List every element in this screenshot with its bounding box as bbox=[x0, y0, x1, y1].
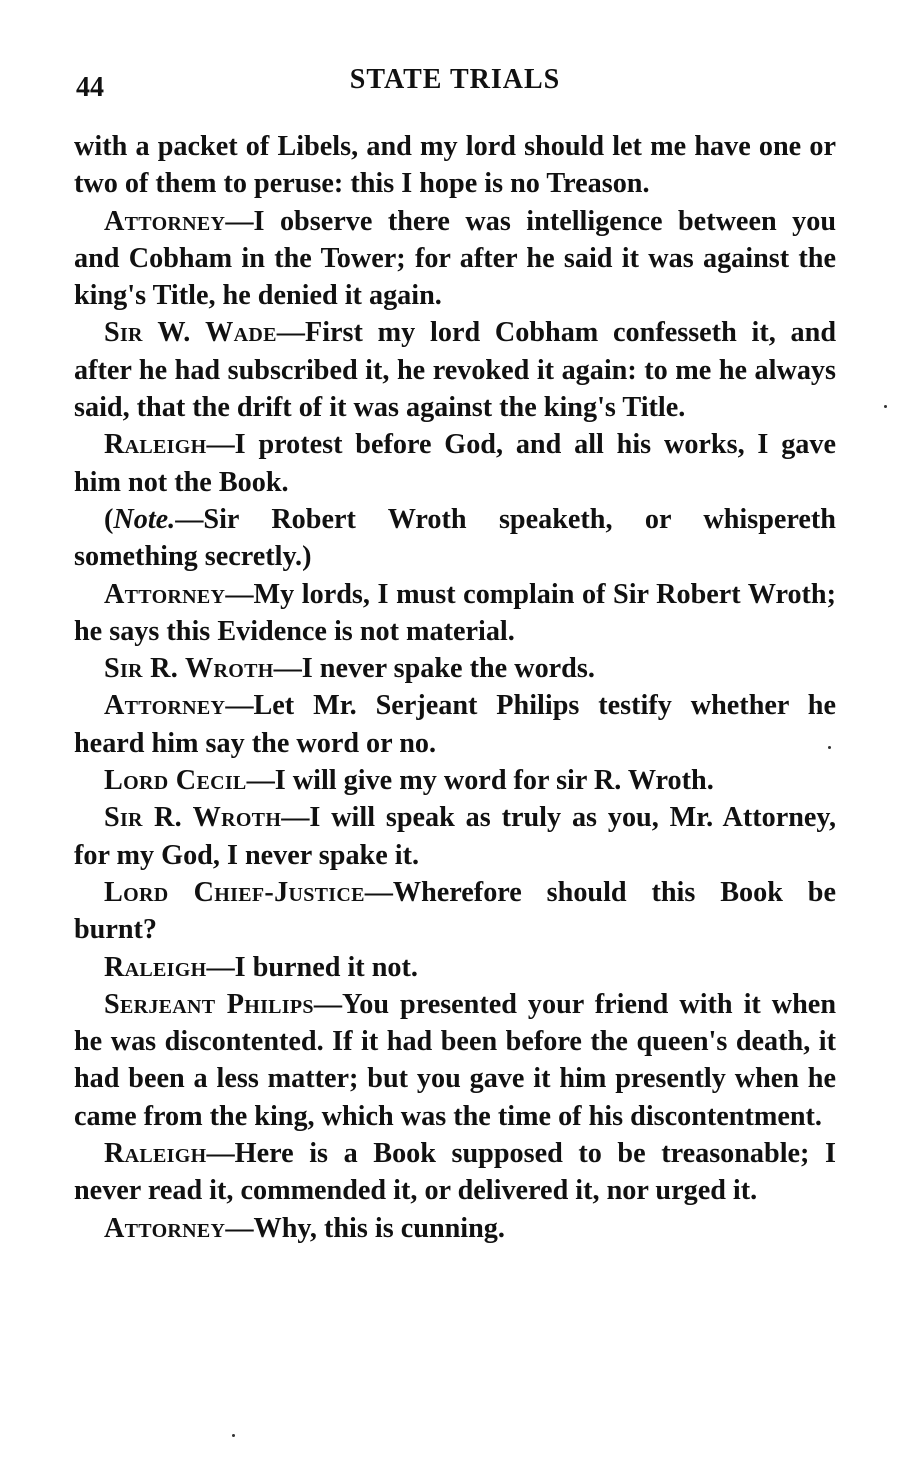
scan-speck bbox=[232, 1434, 235, 1437]
paragraph-text: —I will speak as truly as you, Mr. Attorney, for my God, I never spake it. bbox=[74, 802, 836, 871]
scan-speck bbox=[828, 746, 831, 749]
paragraph bbox=[74, 314, 836, 426]
paragraph-text: —I observe there was intelligence between you and Cobham in the Tower; for after he said it was against the king's Title, he denied it again. bbox=[74, 205, 836, 312]
paragraph-text: —Sir Robert Wroth speaketh, or whispereth something secretly.) bbox=[74, 503, 836, 573]
paragraph-text: —Here is a Book supposed to be treasonable; I never read it, commended it, or delivered it, nor urged it. bbox=[74, 1138, 836, 1207]
paragraph bbox=[74, 986, 836, 1135]
speaker-name: Lord Chief-Justice bbox=[104, 876, 365, 908]
page-body bbox=[74, 128, 836, 1247]
paragraph-text: —Wherefore should this Book be burnt? bbox=[74, 876, 836, 946]
paragraph-text: —I protest before God, and all his works, I gave him not the Book. bbox=[74, 429, 836, 498]
speaker-name: Attorney bbox=[104, 1212, 226, 1244]
speaker-name: Attorney bbox=[104, 578, 226, 610]
paragraph bbox=[74, 687, 836, 762]
paragraph bbox=[74, 1135, 836, 1210]
scan-speck bbox=[884, 405, 887, 408]
paragraph-text: —My lords, I must complain of Sir Robert Wroth; he says this Evidence is not material. bbox=[74, 578, 836, 647]
running-title: STATE TRIALS bbox=[349, 64, 561, 95]
paragraph bbox=[74, 949, 836, 986]
speaker-name: Sir R. Wroth bbox=[104, 653, 274, 685]
speaker-name: Attorney bbox=[104, 205, 226, 237]
speaker-name: Sir R. Wroth bbox=[104, 802, 282, 834]
page-number: 44 bbox=[76, 72, 104, 103]
book-page bbox=[74, 58, 836, 1247]
speaker-name: Sir W. Wade bbox=[104, 317, 277, 349]
paragraph bbox=[74, 762, 836, 799]
paragraph bbox=[74, 874, 836, 949]
speaker-name: Raleigh bbox=[104, 1138, 207, 1170]
paragraph-text: —I will give my word for sir R. Wroth. bbox=[246, 765, 714, 797]
paragraph bbox=[74, 128, 836, 203]
speaker-name: Lord Cecil bbox=[104, 765, 247, 797]
paragraph-text: with a packet of Libels, and my lord should let me have one or two of them to peruse: this I hope is no Treason. bbox=[74, 131, 836, 200]
note-open-paren: ( bbox=[104, 503, 114, 535]
note-label: Note. bbox=[113, 503, 176, 535]
paragraph-text: —I burned it not. bbox=[206, 951, 418, 983]
speaker-name: Attorney bbox=[104, 690, 226, 722]
note-paragraph bbox=[74, 501, 836, 576]
paragraph-text: —First my lord Cobham confesseth it, and after he had subscribed it, he revoked it again: to me he always said, that the drift of it was against the king's Title. bbox=[74, 317, 836, 424]
paragraph-text: —Let Mr. Serjeant Philips testify whether he heard him say the word or no. bbox=[74, 690, 836, 759]
paragraph bbox=[74, 203, 836, 315]
paragraph bbox=[74, 576, 836, 651]
paragraph bbox=[74, 426, 836, 501]
paragraph bbox=[74, 1210, 836, 1247]
paragraph-text: —You presented your friend with it when he was discontented. If it had been before the queen's death, it had been a less matter; but you gave it him presently when he came from the king, which was the time of his discontentment. bbox=[74, 988, 836, 1132]
page-header bbox=[74, 58, 836, 103]
paragraph bbox=[74, 650, 836, 687]
speaker-name: Serjeant Philips bbox=[104, 988, 314, 1020]
paragraph bbox=[74, 799, 836, 874]
speaker-name: Raleigh bbox=[104, 951, 207, 983]
paragraph-text: —I never spake the words. bbox=[273, 653, 595, 685]
paragraph-text: —Why, this is cunning. bbox=[225, 1212, 505, 1244]
speaker-name: Raleigh bbox=[104, 429, 207, 461]
